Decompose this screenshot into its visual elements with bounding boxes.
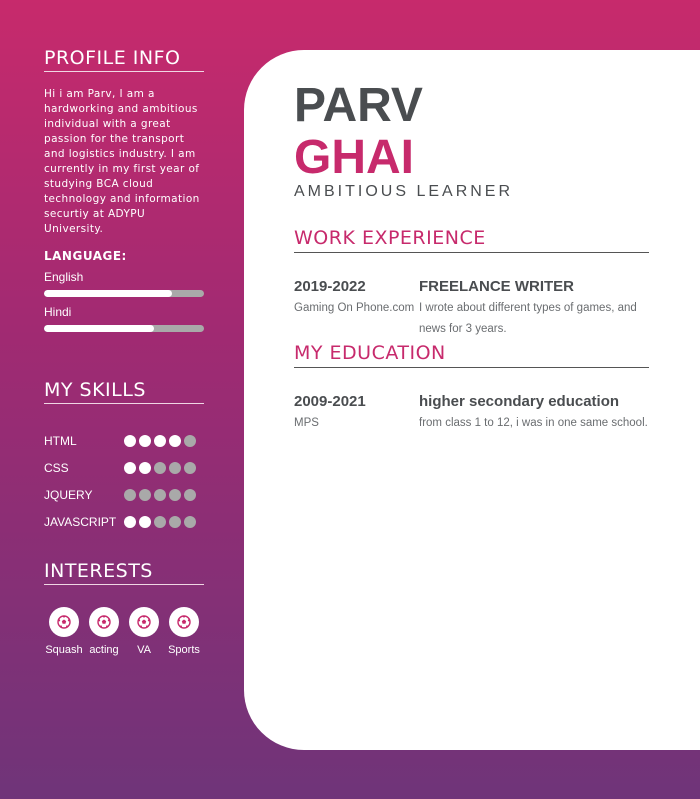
main-panel (244, 50, 700, 750)
skill-rating (124, 462, 196, 474)
language-bar-fill (44, 325, 154, 332)
my-skills-title: MY SKILLS (44, 379, 204, 404)
language-bar-english (44, 290, 204, 297)
education-org: MPS (294, 417, 319, 429)
skill-dot (169, 489, 181, 501)
skill-row-javascript (44, 515, 204, 529)
education-description: from class 1 to 12, i was in one same school. (419, 417, 648, 429)
interest-item (84, 607, 124, 656)
skill-dot (154, 435, 166, 447)
skill-row-css (44, 461, 204, 475)
interests-title: INTERESTS (44, 560, 204, 585)
work-role: FREELANCE WRITER (419, 278, 574, 295)
interest-item (44, 607, 84, 656)
work-date: 2019-2022 (294, 278, 366, 295)
profile-text: Hi i am Parv, I am a hardworking and ambitious individual with a great passion for the transport and logistics industry. I am currently in my first year of studying BCA cloud technology and information securtiy at ADYPU University. (44, 88, 200, 235)
education-degree: higher secondary education (419, 393, 620, 410)
my-education-title: MY EDUCATION (294, 342, 649, 368)
interest-label: Squash (45, 644, 83, 656)
first-name: PARV (294, 79, 423, 132)
language-bar-hindi (44, 325, 204, 332)
interest-label: VA (137, 644, 151, 656)
skill-row-jquery (44, 488, 204, 502)
skill-name: CSS (44, 461, 69, 475)
work-description: I wrote about different types of games, and news for 3 years. (419, 302, 637, 335)
skill-dot (124, 516, 136, 528)
skill-row-html (44, 434, 204, 448)
skill-dot (139, 462, 151, 474)
skill-dot (124, 462, 136, 474)
skill-dot (184, 516, 196, 528)
interest-item (124, 607, 164, 656)
skill-name: JQUERY (44, 488, 93, 502)
skill-dot (139, 435, 151, 447)
soccer-ball-icon (49, 607, 79, 637)
skill-dot (169, 462, 181, 474)
skill-dot (184, 435, 196, 447)
skill-rating (124, 516, 196, 528)
language-title: LANGUAGE: (44, 249, 127, 263)
work-experience-title: WORK EXPERIENCE (294, 227, 649, 253)
skill-rating (124, 435, 196, 447)
interest-label: acting (89, 644, 119, 656)
skill-dot (169, 516, 181, 528)
language-bar-fill (44, 290, 172, 297)
profile-info-title: PROFILE INFO (44, 47, 204, 72)
interest-label: Sports (168, 644, 200, 656)
skill-dot (154, 516, 166, 528)
skill-dot (124, 435, 136, 447)
skill-name: HTML (44, 434, 77, 448)
skill-dot (184, 489, 196, 501)
skill-dot (124, 489, 136, 501)
education-date: 2009-2021 (294, 393, 366, 410)
skill-name: JAVASCRIPT (44, 515, 117, 529)
soccer-ball-icon (169, 607, 199, 637)
interests-list (44, 607, 204, 656)
skill-dot (139, 516, 151, 528)
soccer-ball-icon (89, 607, 119, 637)
language-name-hindi: Hindi (44, 305, 72, 319)
skill-dot (154, 489, 166, 501)
skill-dot (139, 489, 151, 501)
skill-dot (169, 435, 181, 447)
work-org: Gaming On Phone.com (294, 302, 415, 314)
interest-item (164, 607, 204, 656)
skill-dot (154, 462, 166, 474)
soccer-ball-icon (129, 607, 159, 637)
skill-dot (184, 462, 196, 474)
tagline: AMBITIOUS LEARNER (294, 183, 514, 200)
last-name: GHAI (294, 131, 414, 184)
skill-rating (124, 489, 196, 501)
language-name-english: English (44, 270, 84, 284)
